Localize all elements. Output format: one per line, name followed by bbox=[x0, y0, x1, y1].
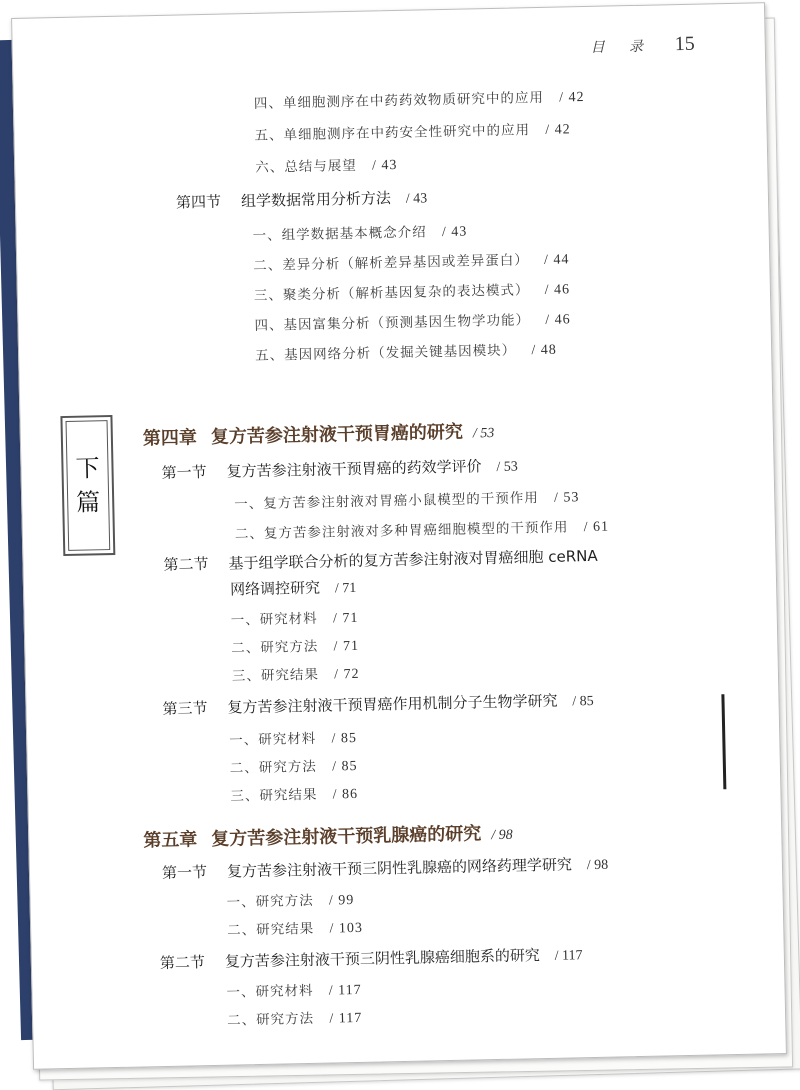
toc-section[interactable] bbox=[163, 545, 598, 575]
toc-section[interactable] bbox=[162, 853, 609, 883]
toc-section-label: 第一节 bbox=[161, 463, 207, 482]
toc-section-continued[interactable] bbox=[230, 576, 357, 600]
toc-entry-title: 一、研究材料 bbox=[226, 982, 314, 1001]
toc-entry-title: 三、研究结果 bbox=[230, 786, 318, 805]
toc-chapter-page: / 98 bbox=[491, 827, 513, 844]
toc-entry-page: / 53 bbox=[553, 490, 580, 506]
toc-entry-page: / 61 bbox=[583, 519, 610, 536]
toc-entry-page: / 85 bbox=[331, 730, 358, 747]
toc-entry[interactable] bbox=[230, 606, 358, 630]
toc-chapter-page: / 53 bbox=[472, 425, 495, 442]
toc-entry-title: 一、组学数据基本概念介绍 bbox=[252, 224, 427, 244]
header-chapter-label: 目 录 bbox=[590, 38, 654, 56]
toc-entry[interactable] bbox=[254, 307, 571, 335]
toc-entry[interactable] bbox=[255, 338, 557, 365]
toc-entry-page: / 99 bbox=[328, 893, 355, 909]
toc-chapter-label: 第五章 bbox=[143, 829, 198, 852]
toc-entry-page: / 117 bbox=[329, 1010, 363, 1027]
toc-entry[interactable] bbox=[234, 485, 580, 513]
toc-section-title: 复方苦参注射液干预三阴性乳腺癌细胞系的研究 bbox=[224, 946, 541, 971]
toc-entry-page: / 103 bbox=[329, 920, 364, 937]
toc-entry-title: 一、研究方法 bbox=[226, 892, 314, 911]
toc-entry[interactable] bbox=[254, 85, 585, 113]
toc-entry-title: 三、研究结果 bbox=[231, 666, 320, 685]
toc-entry[interactable] bbox=[254, 277, 571, 305]
toc-entry-page: / 86 bbox=[332, 786, 359, 803]
toc-section[interactable] bbox=[162, 689, 594, 719]
toc-entry[interactable] bbox=[226, 978, 362, 1002]
toc-section-label: 第二节 bbox=[163, 554, 209, 574]
toc-entry[interactable] bbox=[230, 782, 358, 806]
toc-section-label: 第二节 bbox=[159, 953, 206, 973]
toc-entry-page: / 117 bbox=[328, 982, 362, 999]
toc-section-page: / 71 bbox=[334, 580, 357, 597]
toc-entry-title: 四、单细胞测序在中药药效物质研究中的应用 bbox=[253, 89, 545, 112]
toc-entry-title: 一、研究材料 bbox=[229, 730, 317, 749]
toc-entry-title: 二、差异分析（解析差异基因或差异蛋白） bbox=[253, 252, 529, 274]
toc-section-title: 基于组学联合分析的复方苦参注射液对胃癌细胞 ceRNA bbox=[228, 546, 598, 573]
toc-entry-title: 三、聚类分析（解析基因复杂的表达模式） bbox=[253, 282, 530, 304]
toc-section-title: 网络调控研究 bbox=[229, 578, 321, 599]
toc-chapter-title: 复方苦参注射液干预乳腺癌的研究 bbox=[211, 823, 482, 850]
toc-entry-page: / 42 bbox=[559, 90, 585, 106]
toc-entry-title: 一、研究材料 bbox=[230, 610, 318, 629]
toc-entry[interactable] bbox=[229, 726, 357, 750]
part-label-char: 篇 bbox=[75, 488, 101, 517]
toc-entry-page: / 42 bbox=[545, 122, 571, 138]
toc-entry[interactable] bbox=[235, 515, 610, 544]
toc-section-page: / 43 bbox=[405, 191, 428, 207]
toc-section[interactable] bbox=[161, 454, 518, 482]
toc-entry-page: / 43 bbox=[371, 157, 398, 174]
toc-entry-title: 二、研究结果 bbox=[227, 920, 315, 939]
toc-entry-title: 四、基因富集分析（预测基因生物学功能） bbox=[254, 312, 531, 334]
toc-entry[interactable] bbox=[230, 754, 358, 778]
toc-chapter-label: 第四章 bbox=[142, 427, 198, 450]
toc-entry-page: / 44 bbox=[543, 252, 570, 268]
part-label-box bbox=[60, 415, 115, 556]
toc-entry-title: 二、研究方法 bbox=[229, 758, 317, 777]
header-page-number: 15 bbox=[674, 32, 695, 56]
toc-entry-page: / 71 bbox=[332, 610, 359, 627]
part-label-char: 下 bbox=[75, 454, 100, 483]
toc-section-title: 复方苦参注射液干预三阴性乳腺癌的网络药理学研究 bbox=[226, 855, 573, 881]
toc-chapter[interactable] bbox=[143, 819, 513, 853]
toc-section[interactable] bbox=[160, 943, 583, 973]
toc-section-label: 第一节 bbox=[161, 863, 208, 883]
toc-entry-title: 六、总结与展望 bbox=[255, 157, 357, 176]
toc-section-title: 复方苦参注射液干预胃癌的药效学评价 bbox=[226, 457, 482, 481]
toc-entry-title: 二、复方苦参注射液对多种胃癌细胞模型的干预作用 bbox=[234, 519, 569, 543]
toc-page bbox=[11, 2, 787, 1070]
toc-entry[interactable] bbox=[252, 220, 467, 245]
toc-entry[interactable] bbox=[227, 916, 363, 940]
toc-entry-title: 二、研究方法 bbox=[226, 1010, 315, 1029]
toc-entry[interactable] bbox=[254, 117, 571, 145]
toc-section-label: 第四节 bbox=[175, 192, 222, 212]
toc-section-title: 复方苦参注射液干预胃癌作用机制分子生物学研究 bbox=[227, 691, 558, 717]
toc-section-title: 组学数据常用分析方法 bbox=[240, 189, 392, 211]
toc-entry-page: / 46 bbox=[544, 282, 571, 298]
toc-section-page: / 98 bbox=[586, 857, 609, 874]
toc-section-page: / 85 bbox=[572, 693, 594, 710]
toc-entry-page: / 43 bbox=[441, 224, 468, 241]
toc-chapter-title: 复方苦参注射液干预胃癌的研究 bbox=[210, 421, 464, 448]
toc-entry[interactable] bbox=[253, 247, 570, 275]
toc-entry-page: / 71 bbox=[333, 638, 360, 655]
toc-entry-title: 五、基因网络分析（发掘关键基因模块） bbox=[255, 342, 517, 364]
toc-entry[interactable] bbox=[232, 662, 360, 686]
toc-entry-page: / 85 bbox=[331, 758, 358, 775]
toc-entry-page: / 72 bbox=[334, 666, 360, 683]
toc-entry-page: / 48 bbox=[531, 342, 557, 359]
toc-entry[interactable] bbox=[227, 1006, 363, 1030]
margin-mark bbox=[721, 694, 726, 789]
running-header bbox=[590, 33, 695, 58]
toc-section[interactable] bbox=[176, 186, 428, 212]
toc-entry-title: 二、研究方法 bbox=[231, 638, 319, 657]
toc-section-page: / 53 bbox=[496, 459, 518, 475]
toc-entry-title: 一、复方苦参注射液对胃癌小鼠模型的干预作用 bbox=[234, 490, 539, 513]
toc-entry[interactable] bbox=[226, 888, 354, 912]
toc-entry-page: / 46 bbox=[545, 312, 571, 328]
toc-chapter[interactable] bbox=[143, 417, 495, 450]
toc-section-label: 第三节 bbox=[162, 699, 208, 718]
toc-entry[interactable] bbox=[255, 153, 398, 177]
toc-section-page: / 117 bbox=[554, 948, 583, 964]
toc-entry-title: 五、单细胞测序在中药安全性研究中的应用 bbox=[254, 122, 531, 144]
toc-entry[interactable] bbox=[231, 634, 359, 658]
